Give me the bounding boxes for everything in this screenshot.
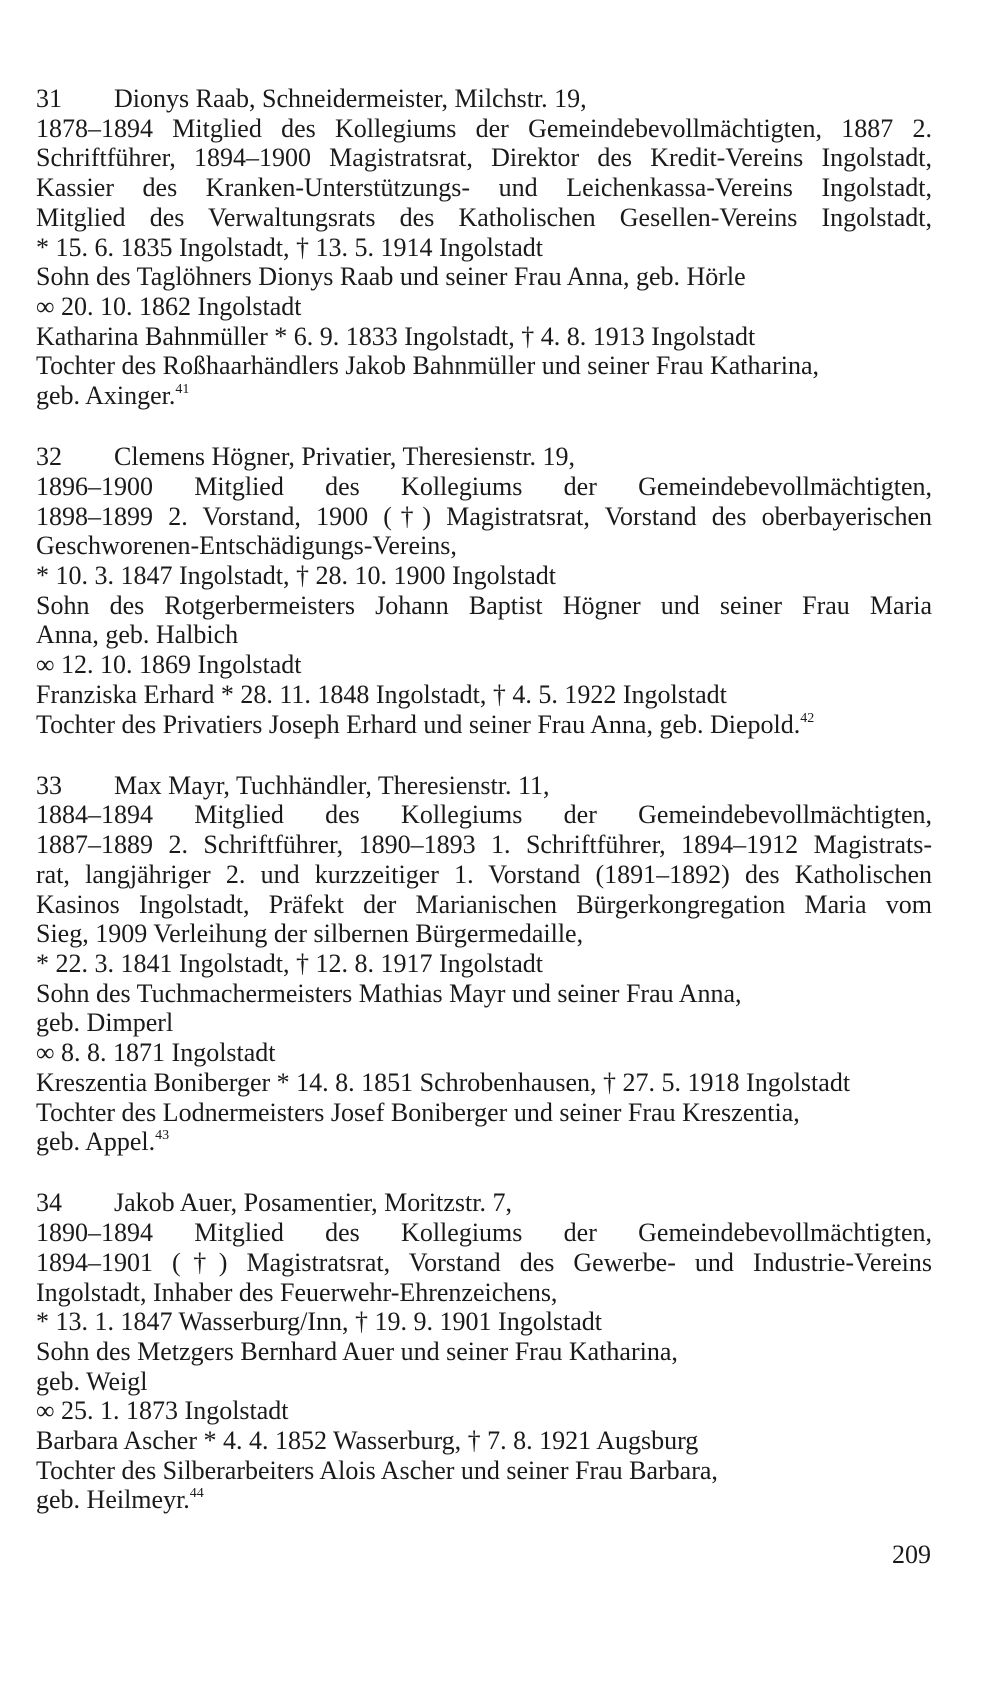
entry-line <box>36 650 932 680</box>
entry-line-text: Tochter des Lodnermeisters Josef Boniberger und seiner Frau Kreszentia, <box>36 1097 800 1127</box>
entry-line <box>36 531 932 561</box>
entry-line <box>36 949 932 979</box>
biography-list <box>36 84 932 1515</box>
entry-line <box>36 1098 932 1128</box>
entry-line-text: Anna, geb. Halbich <box>36 620 239 650</box>
entry-heading <box>36 84 932 114</box>
entry-number: 33 <box>36 770 62 800</box>
entry-line <box>36 381 932 411</box>
entry-line-text: Ingolstadt, Inhaber des Feuerwehr-Ehrenzeichens, <box>36 1277 558 1307</box>
entry-line-text: Katharina Bahnmüller * 6. 9. 1833 Ingolstadt, † 4. 8. 1913 Ingolstadt <box>36 321 756 351</box>
footnote-ref: 43 <box>155 1128 170 1144</box>
entry-line-text: * 15. 6. 1835 Ingolstadt, † 13. 5. 1914 Ingolstadt <box>36 232 543 262</box>
entry-line <box>36 591 932 621</box>
entry-line <box>36 1307 932 1337</box>
entry-line <box>36 1218 932 1248</box>
entry-line-text: Kreszentia Boniberger * 14. 8. 1851 Schrobenhausen, † 27. 5. 1918 Ingolstadt <box>36 1067 851 1097</box>
entry-line-text: geb. Appel. <box>36 1127 156 1157</box>
entry-line-text: Barbara Ascher * 4. 4. 1852 Wasserburg, † 7. 8. 1921 Augsburg <box>36 1426 699 1456</box>
entry-line-text: Tochter des Silberarbeiters Alois Ascher und seiner Frau Barbara, <box>36 1455 718 1485</box>
entry-line <box>36 1278 932 1308</box>
entry-line-text: Mitglied des Verwaltungsrats des Katholischen Gesellen-Vereins Ingolstadt, <box>36 202 932 232</box>
entry-line-text: 1898–1899 2. Vorstand, 1900 (†) Magistratsrat, Vorstand des oberbayerischen <box>36 501 932 531</box>
entry-line-text: Tochter des Privatiers Joseph Erhard und seiner Frau Anna, geb. Diepold. <box>36 709 801 739</box>
entry-line <box>36 1396 932 1426</box>
entry-number: 32 <box>36 442 62 472</box>
entry-line <box>36 472 932 502</box>
entry-line <box>36 173 932 203</box>
biography-entry <box>36 1188 932 1515</box>
entry-line-text: geb. Weigl <box>36 1366 148 1396</box>
entry-line <box>36 1008 932 1038</box>
entry-line-text: Franziska Erhard * 28. 11. 1848 Ingolstadt, † 4. 5. 1922 Ingolstadt <box>36 679 727 709</box>
entry-line-text: Kassier des Kranken-Unterstützungs- und Leichenkassa-Vereins Ingolstadt, <box>36 173 932 203</box>
entry-line-text: geb. Axinger. <box>36 381 176 411</box>
entry-name: Clemens Högner, Privatier, Theresienstr. 19, <box>114 442 576 472</box>
footnote-ref: 41 <box>175 382 190 398</box>
entry-line-text: Sohn des Taglöhners Dionys Raab und seiner Frau Anna, geb. Hörle <box>36 262 746 292</box>
page-body <box>36 84 932 1547</box>
footnote-ref: 44 <box>189 1486 204 1502</box>
entry-line <box>36 351 932 381</box>
entry-line-text: geb. Dimperl <box>36 1008 174 1038</box>
entry-line-text: ∞ 8. 8. 1871 Ingolstadt <box>36 1038 276 1068</box>
entry-line-text: rat, langjähriger 2. und kurzzeitiger 1. Vorstand (1891–1892) des Katholischen <box>36 859 932 889</box>
entry-heading <box>36 771 932 801</box>
entry-line <box>36 233 932 263</box>
entry-line-text: Kasinos Ingolstadt, Präfekt der Marianischen Bürgerkongregation Maria vom <box>36 889 932 919</box>
entry-line-text: Sohn des Metzgers Bernhard Auer und seiner Frau Katharina, <box>36 1336 678 1366</box>
page-number: 209 <box>892 1540 931 1569</box>
entry-line <box>36 1367 932 1397</box>
entry-line <box>36 1337 932 1367</box>
entry-line-text: Schriftführer, 1894–1900 Magistratsrat, Direktor des Kredit-Vereins Ingolstadt, <box>36 143 932 173</box>
entry-line <box>36 143 932 173</box>
entry-line <box>36 979 932 1009</box>
entry-line <box>36 1426 932 1456</box>
entry-line <box>36 710 932 740</box>
entry-line-text: 1894–1901 (†) Magistratsrat, Vorstand des Gewerbe- und Industrie-Vereins <box>36 1247 932 1277</box>
entry-line <box>36 860 932 890</box>
entry-line-text: * 22. 3. 1841 Ingolstadt, † 12. 8. 1917 Ingolstadt <box>36 948 543 978</box>
entry-heading <box>36 442 932 472</box>
entry-number: 34 <box>36 1188 62 1218</box>
entry-line-text: * 10. 3. 1847 Ingolstadt, † 28. 10. 1900 Ingolstadt <box>36 561 556 591</box>
entry-line <box>36 680 932 710</box>
entry-line <box>36 1127 932 1157</box>
entry-line-text: 1878–1894 Mitglied des Kollegiums der Gemeindebevollmächtigten, 1887 2. <box>36 113 932 143</box>
entry-name: Max Mayr, Tuchhändler, Theresienstr. 11, <box>114 770 550 800</box>
entry-number: 31 <box>36 84 62 113</box>
entry-line-text: 1896–1900 Mitglied des Kollegiums der Gemeindebevollmächtigten, <box>36 471 932 501</box>
entry-line <box>36 1068 932 1098</box>
entry-line-text: geb. Heilmeyr. <box>36 1485 190 1515</box>
entry-line-text: Geschworenen-Entschädigungs-Vereins, <box>36 531 457 561</box>
entry-line-text: Sohn des Tuchmachermeisters Mathias Mayr und seiner Frau Anna, <box>36 978 742 1008</box>
entry-line-text: ∞ 20. 10. 1862 Ingolstadt <box>36 291 302 321</box>
entry-line <box>36 322 932 352</box>
entry-line-text: ∞ 25. 1. 1873 Ingolstadt <box>36 1396 289 1426</box>
entry-line-text: 1884–1894 Mitglied des Kollegiums der Gemeindebevollmächtigten, <box>36 800 932 830</box>
entry-line <box>36 1038 932 1068</box>
entry-line <box>36 561 932 591</box>
entry-line <box>36 1456 932 1486</box>
entry-line <box>36 203 932 233</box>
entry-heading <box>36 1188 932 1218</box>
entry-line-text: 1890–1894 Mitglied des Kollegiums der Gemeindebevollmächtigten, <box>36 1218 932 1248</box>
entry-line <box>36 114 932 144</box>
biography-entry <box>36 84 932 411</box>
entry-line <box>36 890 932 920</box>
entry-line <box>36 800 932 830</box>
entry-name: Jakob Auer, Posamentier, Moritzstr. 7, <box>114 1188 512 1218</box>
entry-line <box>36 502 932 532</box>
entry-line <box>36 292 932 322</box>
footnote-ref: 42 <box>800 710 815 726</box>
entry-line <box>36 262 932 292</box>
biography-entry <box>36 442 932 739</box>
entry-line <box>36 830 932 860</box>
entry-line-text: ∞ 12. 10. 1869 Ingolstadt <box>36 650 302 680</box>
entry-line <box>36 620 932 650</box>
entry-line-text: Sohn des Rotgerbermeisters Johann Baptist Högner und seiner Frau Maria <box>36 590 932 620</box>
entry-line-text: * 13. 1. 1847 Wasserburg/Inn, † 19. 9. 1901 Ingolstadt <box>36 1307 603 1337</box>
biography-entry <box>36 771 932 1157</box>
entry-line <box>36 919 932 949</box>
entry-line <box>36 1248 932 1278</box>
entry-line-text: Sieg, 1909 Verleihung der silbernen Bürgermedaille, <box>36 919 584 949</box>
entry-line <box>36 1485 932 1515</box>
entry-name: Dionys Raab, Schneidermeister, Milchstr. 19, <box>114 84 587 113</box>
entry-line-text: Tochter des Roßhaarhändlers Jakob Bahnmüller und seiner Frau Katharina, <box>36 351 819 381</box>
entry-line-text: 1887–1889 2. Schriftführer, 1890–1893 1. Schriftführer, 1894–1912 Magistrats- <box>36 830 932 860</box>
